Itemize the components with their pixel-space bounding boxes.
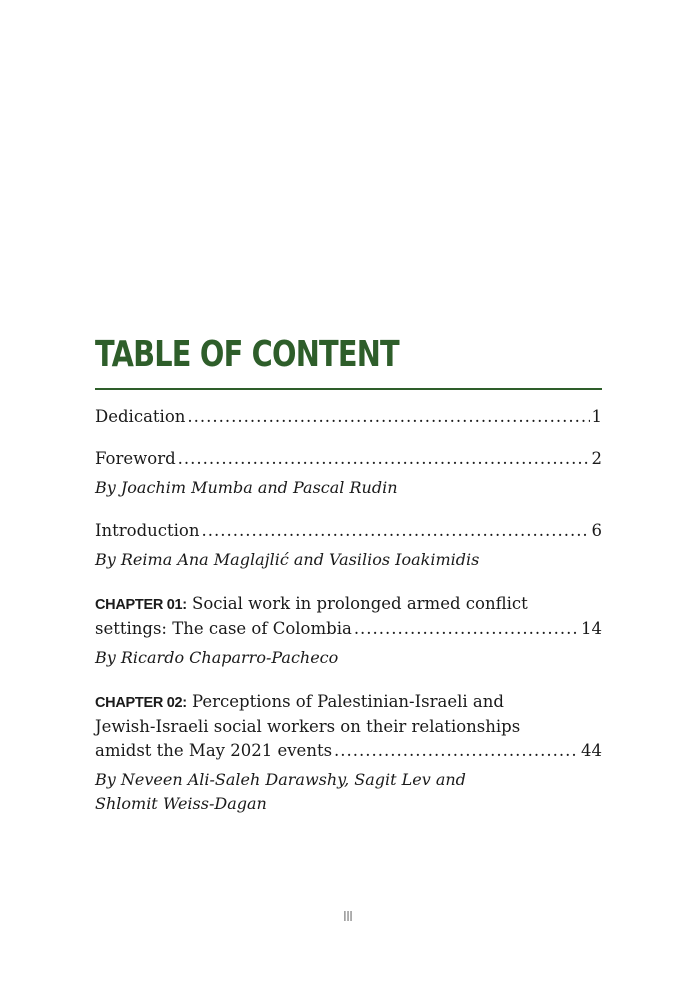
toc-entry-title: Perceptions of Palestinian-Israeli and — [192, 692, 504, 711]
table-of-contents — [95, 400, 602, 816]
toc-entry-authors: Shlomit Weiss-Dagan — [95, 794, 267, 813]
chapter-label: CHAPTER 01: — [95, 597, 187, 613]
toc-entry-title: Introduction — [95, 521, 200, 540]
toc-entry-introduction[interactable] — [95, 519, 602, 572]
toc-page-number: 14 — [581, 619, 602, 638]
toc-entry-title: Social work in prolonged armed conflict — [192, 594, 528, 613]
toc-page-number: 1 — [591, 407, 602, 426]
toc-title-line — [95, 592, 602, 617]
toc-line — [95, 447, 602, 471]
dot-leader — [334, 739, 579, 763]
footer-page-number: III — [343, 910, 353, 925]
toc-page-number: 44 — [581, 741, 602, 760]
toc-title-line — [95, 690, 602, 715]
dot-leader — [202, 519, 590, 543]
toc-page-number: 2 — [591, 449, 602, 468]
page-title: TABLE OF CONTENT — [95, 334, 399, 375]
toc-entry-authors: By Joachim Mumba and Pascal Rudin — [95, 478, 398, 497]
toc-entry-title: Foreword — [95, 449, 176, 468]
toc-title-line: Jewish-Israeli social workers on their relationships — [95, 717, 521, 736]
toc-entry-dedication[interactable] — [95, 405, 602, 429]
toc-line — [95, 519, 602, 543]
toc-entry-title: Dedication — [95, 407, 186, 426]
toc-entry-title: settings: The case of Colombia — [95, 619, 352, 638]
toc-entry-authors: By Neveen Ali-Saleh Darawshy, Sagit Lev and — [95, 770, 466, 789]
dot-leader — [187, 405, 589, 429]
toc-entry-authors: By Reima Ana Maglajlić and Vasilios Ioakimidis — [95, 550, 480, 569]
toc-page-number: 6 — [591, 521, 602, 540]
toc-entry-chapter-01[interactable] — [95, 592, 602, 670]
toc-line — [95, 405, 602, 429]
toc-entry-title: amidst the May 2021 events — [95, 741, 333, 760]
toc-entry-authors: By Ricardo Chaparro-Pacheco — [95, 648, 339, 667]
toc-line — [95, 617, 602, 641]
toc-entry-foreword[interactable] — [95, 447, 602, 500]
dot-leader — [178, 447, 590, 471]
chapter-label: CHAPTER 02: — [95, 695, 187, 711]
toc-line — [95, 739, 602, 763]
title-divider — [95, 388, 602, 390]
toc-entry-chapter-02[interactable] — [95, 690, 602, 816]
dot-leader — [354, 617, 579, 641]
